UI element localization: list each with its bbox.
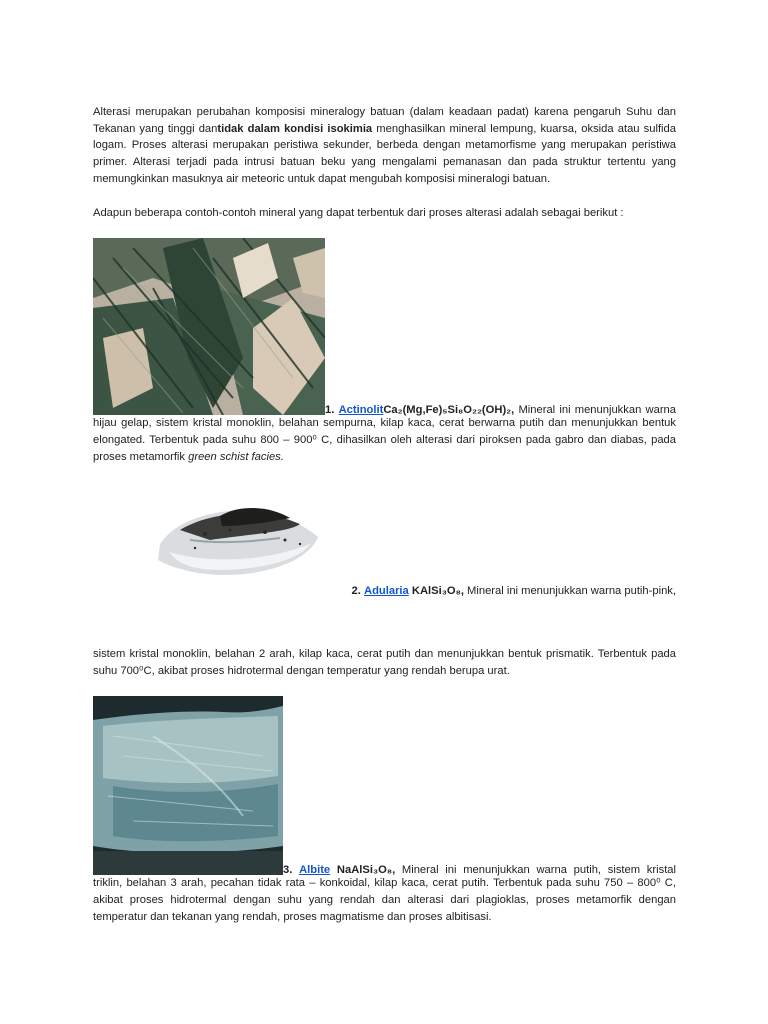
item2-number: 2.	[351, 585, 361, 598]
actinolit-link[interactable]: Actinolit	[338, 403, 384, 416]
mineral-item-albite	[93, 696, 676, 925]
adularia-formula: KAlSi₃O₈,	[411, 585, 464, 598]
intro-text-1: Alterasi merupakan perubahan komposisi mineralogy batuan (dalam keadaan padat) karena pengaruh Suhu dan Tekanan yang tinggi dan	[93, 106, 676, 135]
item1-first-line-text: Mineral ini menunjukkan warna	[514, 403, 676, 416]
intro-text-2: menghasilkan mineral lempung, kuarsa, oksida atau sulfida logam. Proses alterasi merupakan peristiwa sekunder, berbeda dengan metamorfisme yang merupakan peristiwa primer. Alterasi terjadi pada intrusi batuan beku yang mengalami pemanasan dan pada struktur tertentu yang memungkinkan masuknya air meteoric untuk dapat mengubah komposisi mineralogi batuan.	[93, 122, 676, 185]
adularia-link[interactable]: Adularia	[364, 585, 409, 598]
intro-paragraph	[93, 104, 676, 188]
mineral-item-adularia	[93, 482, 676, 679]
item3-first-line-text: Mineral ini menunjukkan warna putih, sistem kristal	[395, 863, 677, 876]
document-body	[93, 104, 676, 926]
mineral-item-actinolit	[93, 238, 676, 465]
item1-description	[93, 415, 676, 465]
albite-formula: NaAlSi₃O₈,	[336, 863, 396, 876]
item2-description: sistem kristal monoklin, belahan 2 arah, kilap kaca, cerat putih dan menunjukkan bentuk prismatik. Terbentuk pada suhu 700⁰C, akibat proses hidrotermal dengan temperatur yang rendah berupa urat.	[93, 648, 676, 677]
actinolit-formula: Ca₂(Mg,Fe)₅Si₈O₂₂(OH)₂,	[383, 403, 515, 416]
item1-number: 1.	[325, 403, 335, 416]
adularia-photo	[150, 482, 322, 590]
item3-number: 3.	[283, 863, 293, 876]
albite-photo	[93, 696, 283, 875]
intro-bold-text: tidak dalam kondisi isokimia	[217, 122, 373, 135]
lead-paragraph: Adapun beberapa contoh-contoh mineral yang dapat terbentuk dari proses alterasi adalah sebagai berikut :	[93, 206, 624, 219]
actinolite-photo	[93, 238, 325, 415]
item3-description: triklin, belahan 3 arah, pecahan tidak rata – konkoidal, kilap kaca, cerat putih. Terbentuk pada suhu 750 – 800⁰ C, akibat proses hidrotermal dengan suhu yang rendah dan alterasi dari plagioklas, proses metamorfik dengan temperatur dan tekanan yang rendah, proses magmatisme dan proses albitisasi.	[93, 877, 676, 923]
item1-body-text: hijau gelap, sistem kristal monoklin, belahan sempurna, kilap kaca, cerat berwarna putih dan menunjukkan bentuk elongated. Terbentuk pada suhu 800 – 900⁰ C, dihasilkan oleh alterasi dari piroksen pada gabro dan diabas, pada proses metamorfik	[93, 417, 676, 463]
albite-link[interactable]: Albite	[299, 863, 331, 876]
item1-italic-text: green schist facies.	[188, 450, 284, 463]
item2-first-line-text: Mineral ini menunjukkan warna putih-pink,	[463, 585, 676, 598]
